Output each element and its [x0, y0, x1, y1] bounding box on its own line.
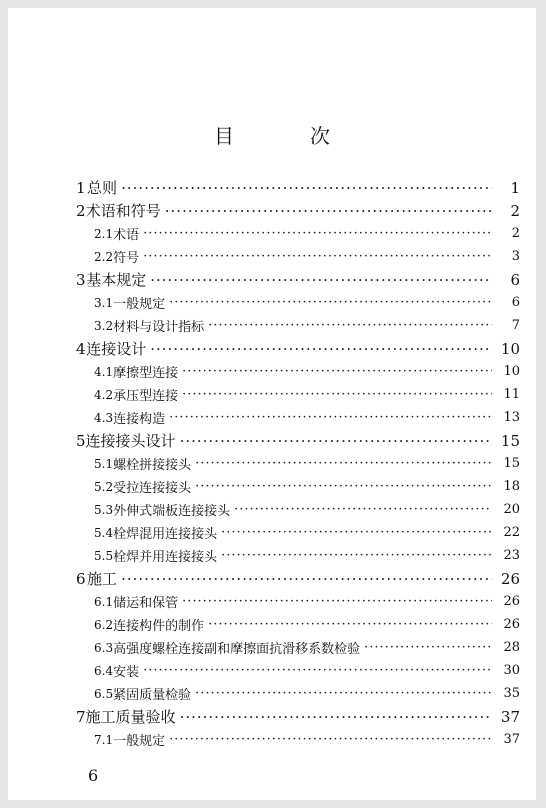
toc-label: 施工质量验收 — [85, 708, 176, 726]
dot-leader — [150, 340, 492, 358]
toc-label: 符号 — [113, 251, 140, 266]
toc-number: 5.4 — [94, 525, 114, 540]
toc-page: 26 — [503, 617, 520, 632]
toc-label: 外伸式端板连接接头 — [113, 504, 231, 519]
toc-row[interactable] — [72, 498, 520, 521]
toc-label: 术语和符号 — [85, 202, 161, 220]
dot-leader — [143, 249, 492, 264]
toc-label: 基本规定 — [86, 271, 147, 289]
toc-number: 4 — [76, 339, 86, 358]
toc-number: 2.1 — [94, 226, 114, 241]
toc-number: 6.1 — [94, 594, 114, 609]
toc-number: 3.1 — [94, 295, 114, 310]
toc-label: 安装 — [113, 665, 140, 680]
dot-leader — [364, 640, 492, 655]
toc-label: 承压型连接 — [113, 389, 179, 404]
toc-label: 受拉连接接头 — [113, 481, 192, 496]
toc-page: 22 — [503, 525, 520, 540]
toc-number: 5.3 — [94, 502, 114, 517]
toc-number: 6.2 — [94, 617, 114, 632]
toc-label: 连接设计 — [86, 340, 147, 358]
toc-number: 6.3 — [94, 640, 114, 655]
dot-leader — [208, 617, 492, 632]
toc-label: 栓焊并用连接接头 — [113, 550, 218, 565]
toc-label: 一般规定 — [113, 297, 166, 312]
toc-row[interactable] — [72, 705, 520, 728]
toc-label: 术语 — [113, 228, 140, 243]
toc-number: 5.5 — [94, 548, 114, 563]
dot-leader — [208, 318, 492, 333]
toc-page: 26 — [500, 569, 520, 588]
page-title: 目 次 — [214, 124, 358, 148]
dot-leader — [195, 479, 492, 494]
dot-leader — [195, 456, 492, 471]
toc-label: 连接构件的制作 — [113, 619, 205, 634]
toc-number: 4.1 — [94, 364, 114, 379]
table-of-contents — [72, 176, 520, 751]
toc-label: 总则 — [87, 179, 118, 197]
toc-row[interactable] — [72, 521, 520, 544]
toc-number: 3 — [76, 270, 86, 289]
dot-leader — [180, 708, 492, 726]
dot-leader — [143, 226, 492, 241]
toc-label: 储运和保管 — [113, 596, 179, 611]
toc-page: 6 — [511, 295, 520, 310]
toc-label: 紧固质量检验 — [113, 688, 192, 703]
toc-page: 10 — [503, 364, 520, 379]
toc-row[interactable] — [72, 268, 520, 291]
toc-row[interactable] — [72, 636, 520, 659]
toc-label: 一般规定 — [113, 734, 166, 749]
dot-leader — [221, 548, 492, 563]
dot-leader — [169, 295, 492, 310]
toc-page: 2 — [510, 201, 520, 220]
toc-page: 18 — [503, 479, 520, 494]
dot-leader — [143, 663, 492, 678]
toc-number: 2.2 — [94, 249, 114, 264]
toc-row[interactable] — [72, 222, 520, 245]
dot-leader — [221, 525, 492, 540]
toc-number: 4.3 — [94, 410, 114, 425]
toc-number: 5.1 — [94, 456, 114, 471]
toc-row[interactable] — [72, 590, 520, 613]
dot-leader — [169, 410, 492, 425]
dot-leader — [121, 179, 492, 197]
dot-leader — [234, 502, 492, 517]
toc-row[interactable] — [72, 383, 520, 406]
toc-row[interactable] — [72, 429, 520, 452]
dot-leader — [180, 432, 492, 450]
document-page — [8, 8, 536, 800]
dot-leader — [182, 364, 492, 379]
page-number: 6 — [88, 766, 99, 785]
toc-page: 2 — [511, 226, 520, 241]
toc-row[interactable] — [72, 360, 520, 383]
dot-leader — [182, 387, 492, 402]
toc-number: 5 — [76, 431, 86, 450]
toc-row[interactable] — [72, 613, 520, 636]
toc-label: 螺栓拼接接头 — [113, 458, 192, 473]
toc-number: 6.4 — [94, 663, 114, 678]
toc-label: 材料与设计指标 — [113, 320, 205, 335]
toc-row[interactable] — [72, 567, 520, 590]
toc-row[interactable] — [72, 452, 520, 475]
toc-label: 高强度螺栓连接副和摩擦面抗滑移系数检验 — [113, 642, 361, 657]
toc-page: 11 — [503, 387, 520, 402]
toc-row[interactable] — [72, 291, 520, 314]
toc-number: 6 — [76, 569, 86, 588]
dot-leader — [165, 202, 492, 220]
toc-page: 23 — [503, 548, 520, 563]
toc-number: 7 — [76, 707, 86, 726]
toc-page: 13 — [503, 410, 520, 425]
toc-page: 7 — [511, 318, 520, 333]
toc-page: 26 — [503, 594, 520, 609]
toc-page: 10 — [500, 339, 520, 358]
toc-number: 3.2 — [94, 318, 114, 333]
toc-row[interactable] — [72, 728, 520, 751]
toc-page: 35 — [503, 686, 520, 701]
toc-number: 2 — [76, 201, 86, 220]
toc-page: 20 — [503, 502, 520, 517]
toc-label: 施工 — [87, 570, 118, 588]
toc-page: 28 — [503, 640, 520, 655]
toc-page: 1 — [510, 178, 520, 197]
toc-page: 15 — [503, 456, 520, 471]
toc-page: 37 — [500, 707, 520, 726]
toc-page: 15 — [500, 431, 520, 450]
toc-row[interactable] — [72, 682, 520, 705]
toc-number: 4.2 — [94, 387, 114, 402]
toc-page: 3 — [511, 249, 520, 264]
toc-row[interactable] — [72, 544, 520, 567]
toc-row[interactable] — [72, 337, 520, 360]
toc-row[interactable] — [72, 659, 520, 682]
toc-row[interactable] — [72, 475, 520, 498]
toc-page: 37 — [503, 732, 520, 747]
toc-label: 栓焊混用连接接头 — [113, 527, 218, 542]
toc-row[interactable] — [72, 406, 520, 429]
toc-number: 7.1 — [94, 732, 114, 747]
toc-label: 连接接头设计 — [85, 432, 176, 450]
dot-leader — [195, 686, 492, 701]
dot-leader — [150, 271, 492, 289]
toc-row[interactable] — [72, 314, 520, 337]
toc-row[interactable] — [72, 199, 520, 222]
toc-number: 6.5 — [94, 686, 114, 701]
toc-page: 6 — [510, 270, 520, 289]
toc-row[interactable] — [72, 245, 520, 268]
dot-leader — [169, 732, 492, 747]
toc-number: 5.2 — [94, 479, 114, 494]
toc-page: 30 — [503, 663, 520, 678]
toc-row[interactable] — [72, 176, 520, 199]
toc-label: 摩擦型连接 — [113, 366, 179, 381]
dot-leader — [182, 594, 492, 609]
toc-number: 1 — [76, 178, 86, 197]
toc-label: 连接构造 — [113, 412, 166, 427]
dot-leader — [121, 570, 492, 588]
